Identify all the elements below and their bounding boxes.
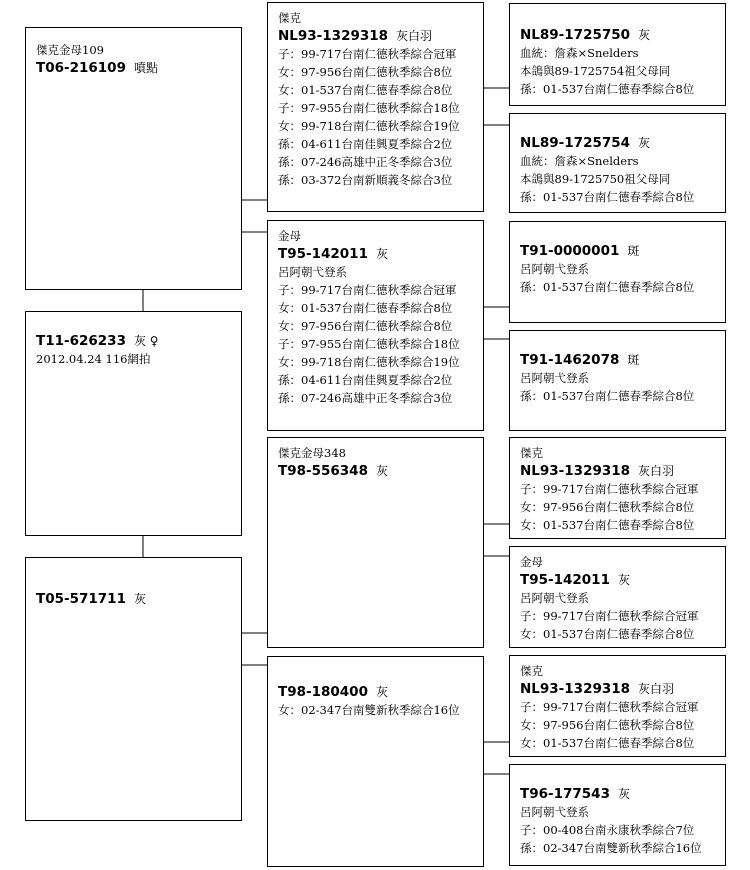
subject-card (25, 311, 242, 536)
feather-color: 灰 (638, 136, 651, 150)
record-line: 女：01-537台南仁德春季綜合8位 (520, 627, 695, 641)
g3-card-6 (509, 546, 726, 648)
record-line: 孫：07-246高雄中正冬季綜合3位 (278, 391, 453, 405)
record-line: 子：99-717台南仁德秋季綜合冠軍 (520, 482, 699, 496)
record-line: 呂阿朝弋登系 (520, 371, 589, 385)
feather-color: 斑 (627, 353, 640, 367)
ring-number: NL93-1329318 (520, 681, 631, 697)
record-line: 孫：02-347台南雙新秋季綜合16位 (520, 841, 702, 855)
ring-number: T98-556348 (278, 463, 368, 479)
record-line: 呂阿朝弋登系 (278, 265, 347, 279)
record-line: 孫：01-537台南仁德春季綜合8位 (520, 82, 695, 96)
ring-number: T98-180400 (278, 684, 368, 700)
record-line: 孫：01-537台南仁德春季綜合8位 (520, 280, 695, 294)
feather-color: 斑 (627, 244, 640, 258)
sire-dam-card (267, 220, 484, 431)
pigeon-name: 金母 (278, 229, 301, 243)
feather-color: 灰 (617, 573, 630, 587)
g3-card-5 (509, 437, 726, 539)
dam-sire-card (267, 437, 484, 648)
record-line: 呂阿朝弋登系 (520, 805, 589, 819)
record-line: 本鴿與89-1725750祖父母同 (520, 172, 671, 186)
record-line: 孫：01-537台南仁德春季綜合8位 (520, 389, 695, 403)
feather-color: 灰 (375, 247, 388, 261)
ring-number: T95-142011 (520, 572, 610, 588)
record-line: 血統：詹森×Snelders (520, 46, 639, 60)
ring-number: T05-571711 (36, 591, 126, 607)
pigeon-name: 金母 (520, 555, 543, 569)
ring-number: T96-177543 (520, 786, 610, 802)
g3-card-4 (509, 330, 726, 431)
ring-number: NL89-1725754 (520, 135, 631, 151)
ring-number: NL93-1329318 (278, 28, 389, 44)
record-line: 子：00-408台南永康秋季綜合7位 (520, 823, 695, 837)
ring-number: T06-216109 (36, 60, 126, 76)
pigeon-name: 傑克 (520, 664, 543, 678)
record-line: 子：99-717台南仁德秋季綜合冠軍 (520, 609, 699, 623)
ring-number: T91-0000001 (520, 243, 620, 259)
ring-number: T11-626233 (36, 333, 126, 349)
g3-card-7 (509, 655, 726, 757)
record-line: 孫：07-246高雄中正冬季綜合3位 (278, 155, 453, 169)
feather-color: 灰白羽 (638, 682, 675, 696)
record-line: 女：02-347台南雙新秋季綜合16位 (278, 703, 460, 717)
record-line: 呂阿朝弋登系 (520, 591, 589, 605)
record-line: 子：99-717台南仁德秋季綜合冠軍 (278, 283, 457, 297)
feather-color: 灰 (375, 464, 388, 478)
record-line: 女：01-537台南仁德春季綜合8位 (520, 736, 695, 750)
record-line: 孫：04-611台南佳興夏季綜合2位 (278, 373, 453, 387)
feather-color: 灰 (375, 685, 388, 699)
pigeon-name: 傑克金母348 (278, 446, 346, 460)
pigeon-name: 傑克金母109 (36, 43, 104, 57)
record-line: 孫：03-372台南新順義冬綜合3位 (278, 173, 453, 187)
record-line: 女：97-956台南仁德秋季綜合8位 (278, 319, 453, 333)
pigeon-name: 傑克 (520, 446, 543, 460)
g3-card-2 (509, 113, 726, 213)
record-line: 孫：04-611台南佳興夏季綜合2位 (278, 137, 453, 151)
record-line: 子：99-717台南仁德秋季綜合冠軍 (520, 700, 699, 714)
record-line: 女：97-956台南仁德秋季綜合8位 (520, 500, 695, 514)
record-line: 呂阿朝弋登系 (520, 262, 589, 276)
feather-color: 灰 (133, 592, 146, 606)
dam-dam-card (267, 656, 484, 867)
dam-card (25, 557, 242, 821)
record-line: 女：99-718台南仁德秋季綜合19位 (278, 119, 460, 133)
sire-sire-card (267, 2, 484, 212)
feather-color: 噴點 (133, 61, 158, 75)
record-line: 子：99-717台南仁德秋季綜合冠軍 (278, 47, 457, 61)
record-line: 女：01-537台南仁德春季綜合8位 (278, 83, 453, 97)
ring-number: T91-1462078 (520, 352, 620, 368)
record-line: 子：97-955台南仁德秋季綜合18位 (278, 101, 460, 115)
feather-color: 灰 (638, 28, 651, 42)
pigeon-name: 傑克 (278, 11, 301, 25)
record-line: 子：97-955台南仁德秋季綜合18位 (278, 337, 460, 351)
feather-color: 灰 ♀ (133, 334, 159, 348)
record-line: 女：97-956台南仁德秋季綜合8位 (278, 65, 453, 79)
record-line: 女：97-956台南仁德秋季綜合8位 (520, 718, 695, 732)
record-line: 血統：詹森×Snelders (520, 154, 639, 168)
record-line: 女：99-718台南仁德秋季綜合19位 (278, 355, 460, 369)
ring-number: NL89-1725750 (520, 27, 631, 43)
ring-number: T95-142011 (278, 246, 368, 262)
record-line: 女：01-537台南仁德春季綜合8位 (278, 301, 453, 315)
record-line: 2012.04.24 116網拍 (36, 352, 151, 366)
record-line: 女：01-537台南仁德春季綜合8位 (520, 518, 695, 532)
feather-color: 灰 (617, 787, 630, 801)
feather-color: 灰白羽 (638, 464, 675, 478)
ring-number: NL93-1329318 (520, 463, 631, 479)
record-line: 本鴿與89-1725754祖父母同 (520, 64, 671, 78)
g3-card-8 (509, 764, 726, 866)
record-line: 孫：01-537台南仁德春季綜合8位 (520, 190, 695, 204)
g3-card-3 (509, 221, 726, 323)
sire-card (25, 27, 242, 290)
g3-card-1 (509, 3, 726, 106)
feather-color: 灰白羽 (396, 29, 433, 43)
